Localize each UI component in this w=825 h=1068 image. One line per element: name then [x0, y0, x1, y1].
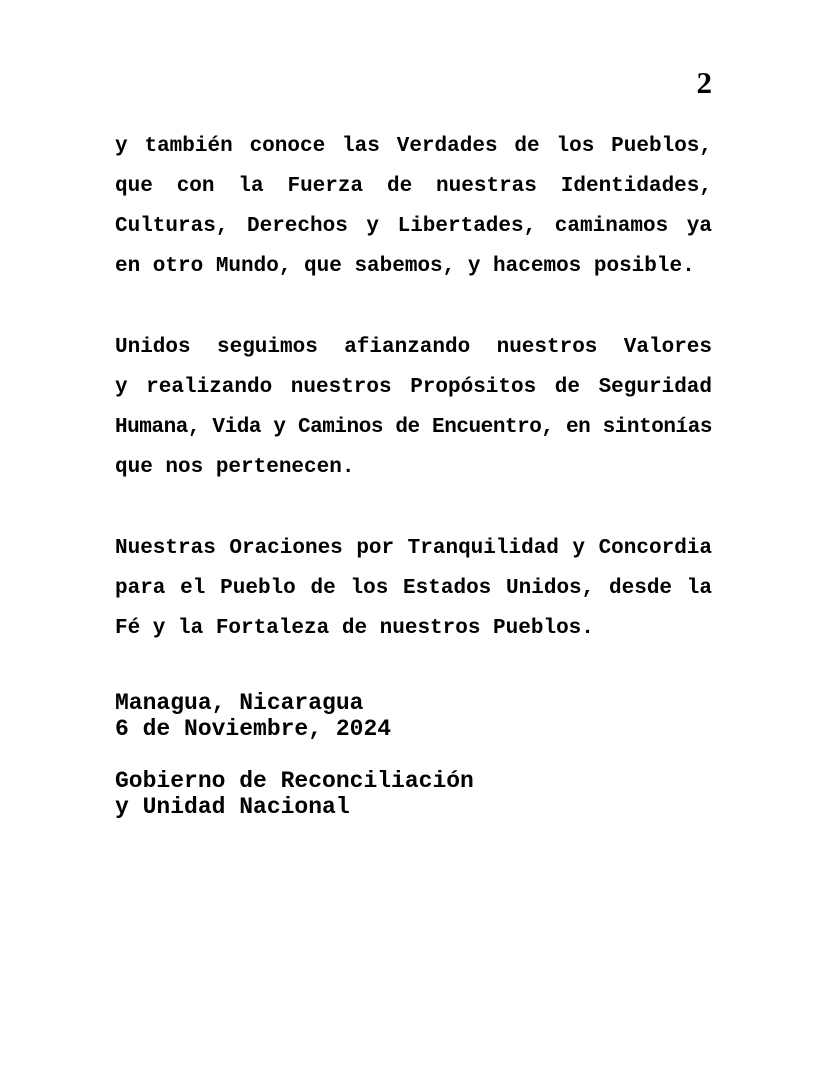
- text-line: Unidos seguimos afianzando nuestros Valores: [115, 336, 712, 359]
- text-line: para el Pueblo de los Estados Unidos, desde la: [115, 577, 712, 600]
- signature-line-2: y Unidad Nacional: [115, 794, 350, 820]
- text-line: Nuestras Oraciones por Tranquilidad y Concordia: [115, 537, 712, 560]
- dateline-place: Managua, Nicaragua: [115, 690, 364, 716]
- paragraph-2: [115, 328, 712, 488]
- dateline: [115, 690, 712, 742]
- text-line: y también conoce las Verdades de los Pueblos,: [115, 135, 712, 158]
- paragraph-1: [115, 127, 712, 287]
- text-line: Fé y la Fortaleza de nuestros Pueblos.: [115, 617, 594, 640]
- page-number: 2: [696, 65, 712, 100]
- text-line: que nos pertenecen.: [115, 456, 355, 479]
- signature: [115, 768, 712, 820]
- text-line: Culturas, Derechos y Libertades, caminamos ya: [115, 215, 712, 238]
- text-line: en otro Mundo, que sabemos, y hacemos posible.: [115, 255, 695, 278]
- text-line: Humana, Vida y Caminos de Encuentro, en sintonías: [115, 416, 712, 439]
- text-line: que con la Fuerza de nuestras Identidades,: [115, 175, 712, 198]
- signature-line-1: Gobierno de Reconciliación: [115, 768, 474, 794]
- text-line: y realizando nuestros Propósitos de Seguridad: [115, 376, 712, 399]
- dateline-date: 6 de Noviembre, 2024: [115, 716, 392, 742]
- paragraph-3: [115, 529, 712, 649]
- document-body: [115, 127, 712, 820]
